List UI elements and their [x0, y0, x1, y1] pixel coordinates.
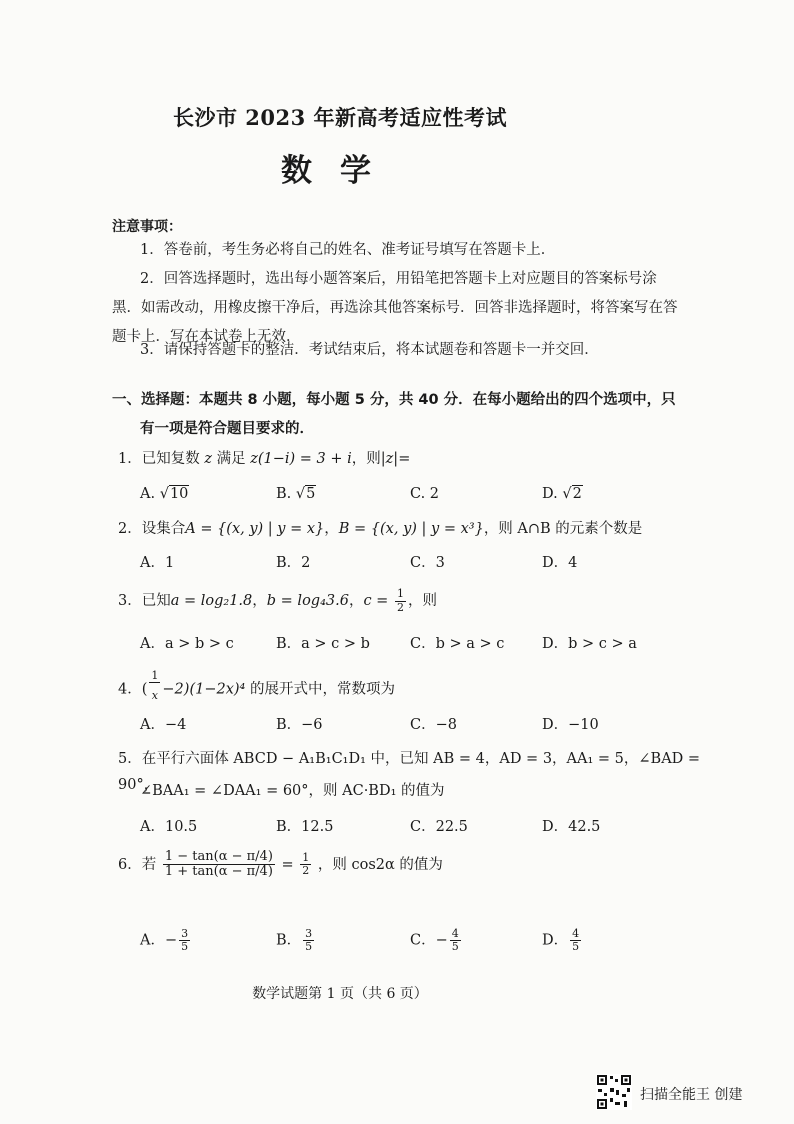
q2-options [140, 551, 700, 577]
question-3: 3．已知a = log₂1.8，b = log₄3.6，c = $\frac{1}{2}$ ，则 [118, 587, 437, 614]
q1-option-a-label: A. [140, 486, 156, 502]
notes-heading: 注意事项： [112, 219, 182, 235]
q6-option-d-num: 4 [572, 927, 580, 940]
qr-code-icon [596, 1074, 632, 1110]
question-4: 4．( $\frac{1}{x} -2)(1-2x)^4$ 的展开式中，常数项为 [118, 670, 688, 709]
q6-option-a-frac [179, 928, 190, 953]
q5-option-a: A．10.5 [140, 819, 198, 835]
q4-label: 4． [118, 681, 142, 698]
q2-option-c: C．3 [410, 555, 445, 571]
q4-fraction [149, 670, 160, 709]
note-1: 1．答卷前，考生务必将自己的姓名、准考证号填写在答题卡上． [140, 242, 556, 258]
q1-option-a: A. √10 [140, 486, 189, 502]
exam-title: 长沙市 2023 年新高考适应性考试 [172, 105, 508, 130]
q6-option-d-label: D． [542, 932, 569, 949]
q4-den: x [151, 689, 159, 703]
q3-option-c: C．b > a > c [410, 636, 505, 652]
question-5: 5．在平行六面体 ABCD − A₁B₁C₁D₁ 中，已知 AB = 4，AD = 3，AA₁ = 5，∠BAD = 90°， [118, 751, 701, 793]
q6-options [140, 928, 700, 960]
q1-option-d-label: D. [542, 486, 558, 502]
note-3: 3．请保持答题卡的整洁．考试结束后，将本试题卷和答题卡一并交回． [140, 342, 599, 358]
q4-options [140, 713, 700, 739]
q2-option-b: B．2 [276, 555, 311, 571]
q2-set-a: A = {(x, y) | y = x} [185, 521, 325, 537]
q4-num: 1 [151, 669, 159, 682]
q3-c: c = [363, 593, 389, 609]
q6-option-b-label: B． [276, 932, 302, 949]
q5-option-d: D．42.5 [542, 819, 601, 835]
q6-rhs-den: 2 [302, 864, 310, 878]
q6-num: 1 − tan(α − π/4) [164, 849, 273, 864]
q1-option-d-radicand: 2 [572, 486, 582, 502]
q3-c-num: 1 [396, 587, 404, 601]
q6-fraction [163, 850, 275, 880]
q1-expr: z(1−i) = 3 + i [250, 451, 352, 467]
q3-ask: ，则 [407, 593, 437, 609]
q6-option-c-den: 5 [451, 940, 459, 954]
q1-options [140, 486, 700, 512]
note-2: 2．回答选择题时，选出每小题答案后，用铅笔把答题卡上对应题目的答案标号涂黑．如需改动，用橡皮擦干净后，再选涂其他答案标号．回答非选择题时，将答案写在答题卡上．写在本试卷上无效． [112, 271, 678, 345]
question-2: 2．设集合A = {(x, y) | y = x}，B = {(x, y) | y = x³}，则 A∩B 的元素个数是 [118, 521, 643, 537]
q6-option-a-label: A．− [140, 932, 178, 949]
q6-option-d-frac [570, 928, 581, 953]
q1-option-b: B. √5 [276, 486, 316, 502]
question-5-cont: ∠BAA₁ = ∠DAA₁ = 60°，则 AC·BD₁ 的值为 [140, 783, 445, 799]
q6-rhs-num: 1 [302, 851, 310, 865]
q6-option-a-num: 3 [181, 927, 189, 940]
q6-option-c [410, 928, 463, 953]
q1-option-b-radicand: 5 [306, 486, 316, 502]
q2-ask: ，则 A∩B 的元素个数是 [483, 521, 643, 537]
q6-option-b-den: 5 [305, 940, 313, 954]
q3-c-den: 2 [396, 600, 404, 614]
scanner-watermark: 扫描全能王 创建 [640, 1087, 743, 1103]
q6-option-b-num: 3 [305, 927, 313, 940]
q4-expr: −2)(1−2x)⁴ [162, 681, 246, 698]
q6-label: 6．若 [118, 856, 157, 873]
q5-options [140, 815, 700, 841]
section-1-heading-cont: 有一项是符合题目要求的． [140, 421, 314, 437]
q6-option-c-frac [450, 928, 461, 953]
q2-option-d: D．4 [542, 555, 578, 571]
q4-option-b: B．−6 [276, 717, 323, 733]
q4-option-d: D．−10 [542, 717, 599, 733]
q1-option-d: D. √2 [542, 486, 582, 502]
page-footer: 数学试题第 1 页（共 6 页） [252, 986, 428, 1002]
q3-option-b: B．a > c > b [276, 636, 370, 652]
q6-option-b [276, 928, 316, 953]
q1-target: |z|= [380, 451, 411, 467]
q3-option-d: D．b > c > a [542, 636, 637, 652]
q1-option-c: C. 2 [410, 486, 440, 502]
q6-option-c-num: 4 [451, 927, 459, 940]
q6-option-d-den: 5 [572, 940, 580, 954]
q1-option-b-label: B. [276, 486, 292, 502]
q4-option-a: A．−4 [140, 717, 187, 733]
q6-rhs [300, 852, 311, 877]
q3-label: 3．已知 [118, 593, 171, 609]
q2-option-a: A．1 [140, 555, 175, 571]
q1-ask: ，则 [351, 451, 381, 467]
q6-option-b-frac [303, 928, 314, 953]
q1-option-a-radicand: 10 [169, 486, 189, 502]
q5-option-c: C．22.5 [410, 819, 468, 835]
q6-eq: = [281, 856, 294, 873]
question-6 [118, 850, 688, 880]
q1-cond: 满足 [216, 451, 246, 467]
q3-options [140, 632, 700, 658]
q6-option-a [140, 928, 192, 953]
q5-option-b: B．12.5 [276, 819, 334, 835]
q3-option-a: A．a > b > c [140, 636, 234, 652]
q6-den: 1 + tan(α − π/4) [164, 864, 273, 880]
q1-label: 1．已知复数 [118, 451, 200, 467]
q4-option-c: C．−8 [410, 717, 457, 733]
q6-ask: ，则 cos2α 的值为 [317, 856, 443, 873]
q6-option-d [542, 928, 583, 953]
q6-option-a-den: 5 [181, 940, 189, 954]
q2-set-b: B = {(x, y) | y = x³} [338, 521, 484, 537]
q2-label: 2．设集合 [118, 521, 186, 537]
q4-ask: 的展开式中，常数项为 [249, 681, 395, 698]
q6-option-c-label: C．− [410, 932, 448, 949]
section-1-heading: 一、选择题：本题共 8 小题，每小题 5 分，共 40 分．在每小题给出的四个选项中，只 [112, 392, 676, 408]
q3-c-fraction [395, 588, 406, 613]
q3-b: b = log₄3.6 [266, 593, 349, 609]
question-1: 1．已知复数 z 满足 z(1−i) = 3 + i，则|z|= [118, 451, 411, 467]
q3-a: a = log₂1.8 [170, 593, 253, 609]
exam-subject: 数学 [281, 153, 399, 189]
